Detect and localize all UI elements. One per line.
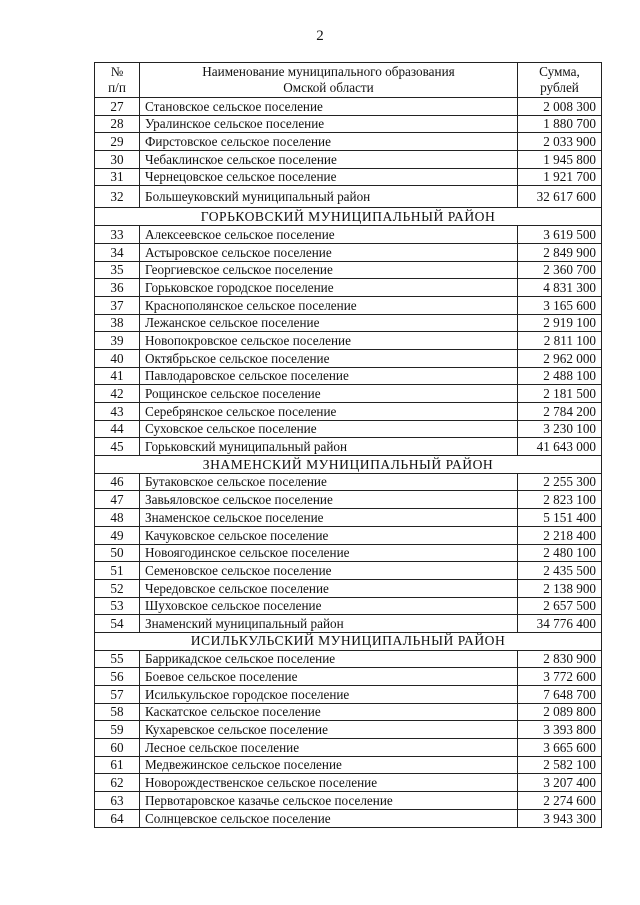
table-row — [95, 739, 602, 757]
row-name: Бутаковское сельское поселение — [140, 473, 518, 491]
row-sum: 3 207 400 — [518, 774, 602, 792]
table-row — [95, 420, 602, 438]
header-sum-line1: Сумма, — [539, 64, 580, 80]
row-name: Медвежинское сельское поселение — [140, 756, 518, 774]
row-sum: 2 274 600 — [518, 792, 602, 810]
table-row — [95, 809, 602, 827]
table-row — [95, 703, 602, 721]
row-sum: 2 582 100 — [518, 756, 602, 774]
row-number: 64 — [95, 809, 140, 827]
row-number: 40 — [95, 349, 140, 367]
section-title: ИСИЛЬКУЛЬСКИЙ МУНИЦИПАЛЬНЫЙ РАЙОН — [95, 632, 602, 650]
row-name: Солнцевское сельское поселение — [140, 809, 518, 827]
row-sum: 1 945 800 — [518, 151, 602, 169]
row-sum: 2 849 900 — [518, 243, 602, 261]
row-name: Алексеевское сельское поселение — [140, 226, 518, 244]
row-number: 46 — [95, 473, 140, 491]
row-number: 41 — [95, 367, 140, 385]
row-number: 36 — [95, 279, 140, 297]
table-row — [95, 168, 602, 186]
row-name: Краснополянское сельское поселение — [140, 296, 518, 314]
row-name: Новорождественское сельское поселение — [140, 774, 518, 792]
row-number: 56 — [95, 668, 140, 686]
row-sum: 3 665 600 — [518, 739, 602, 757]
row-sum: 3 230 100 — [518, 420, 602, 438]
row-number: 30 — [95, 151, 140, 169]
row-sum: 3 165 600 — [518, 296, 602, 314]
row-sum: 2 360 700 — [518, 261, 602, 279]
row-number: 59 — [95, 721, 140, 739]
row-sum: 7 648 700 — [518, 686, 602, 704]
table-row — [95, 756, 602, 774]
row-sum: 3 393 800 — [518, 721, 602, 739]
row-number: 63 — [95, 792, 140, 810]
row-name: Чередовское сельское поселение — [140, 579, 518, 597]
table-row — [95, 115, 602, 133]
row-name: Горьковское городское поселение — [140, 279, 518, 297]
row-sum: 2 255 300 — [518, 473, 602, 491]
row-number: 37 — [95, 296, 140, 314]
row-name: Лежанское сельское поселение — [140, 314, 518, 332]
table-row — [95, 332, 602, 350]
row-name: Новоягодинское сельское поселение — [140, 544, 518, 562]
table-row — [95, 186, 602, 208]
row-sum: 5 151 400 — [518, 509, 602, 527]
row-sum: 2 435 500 — [518, 562, 602, 580]
row-sum: 2 919 100 — [518, 314, 602, 332]
row-number: 58 — [95, 703, 140, 721]
row-name: Каскатское сельское поселение — [140, 703, 518, 721]
header-number-line1: № — [110, 64, 124, 80]
table-row — [95, 491, 602, 509]
row-sum: 41 643 000 — [518, 438, 602, 456]
row-number: 50 — [95, 544, 140, 562]
table-row — [95, 133, 602, 151]
row-sum: 2 830 900 — [518, 650, 602, 668]
table-row — [95, 438, 602, 456]
row-number: 31 — [95, 168, 140, 186]
table-row — [95, 243, 602, 261]
section-row — [95, 456, 602, 474]
row-sum: 32 617 600 — [518, 186, 602, 208]
row-sum: 2 138 900 — [518, 579, 602, 597]
table-row — [95, 579, 602, 597]
budget-table — [94, 62, 602, 828]
table-row — [95, 403, 602, 421]
row-sum: 2 218 400 — [518, 526, 602, 544]
row-number: 43 — [95, 403, 140, 421]
section-row — [95, 208, 602, 226]
table-row — [95, 544, 602, 562]
row-sum: 2 962 000 — [518, 349, 602, 367]
row-number: 45 — [95, 438, 140, 456]
table-row — [95, 686, 602, 704]
row-number: 54 — [95, 615, 140, 633]
row-name: Знаменское сельское поселение — [140, 509, 518, 527]
row-number: 35 — [95, 261, 140, 279]
row-sum: 2 089 800 — [518, 703, 602, 721]
row-number: 49 — [95, 526, 140, 544]
row-number: 29 — [95, 133, 140, 151]
section-row — [95, 632, 602, 650]
row-number: 47 — [95, 491, 140, 509]
header-name-line1: Наименование муниципального образования — [202, 64, 455, 80]
row-number: 52 — [95, 579, 140, 597]
row-number: 55 — [95, 650, 140, 668]
table-row — [95, 721, 602, 739]
header-name — [140, 63, 518, 98]
row-name: Знаменский муниципальный район — [140, 615, 518, 633]
row-name: Новопокровское сельское поселение — [140, 332, 518, 350]
table-row — [95, 226, 602, 244]
row-sum: 4 831 300 — [518, 279, 602, 297]
row-sum: 3 619 500 — [518, 226, 602, 244]
row-number: 39 — [95, 332, 140, 350]
row-name: Завьяловское сельское поселение — [140, 491, 518, 509]
row-number: 42 — [95, 385, 140, 403]
row-sum: 2 657 500 — [518, 597, 602, 615]
table-row — [95, 668, 602, 686]
row-name: Фирстовское сельское поселение — [140, 133, 518, 151]
page-number: 2 — [316, 28, 324, 44]
row-number: 48 — [95, 509, 140, 527]
row-name: Суховское сельское поселение — [140, 420, 518, 438]
row-name: Исилькульское городское поселение — [140, 686, 518, 704]
row-name: Октябрьское сельское поселение — [140, 349, 518, 367]
row-number: 61 — [95, 756, 140, 774]
row-number: 33 — [95, 226, 140, 244]
table-row — [95, 98, 602, 116]
table-row — [95, 562, 602, 580]
row-sum: 2 181 500 — [518, 385, 602, 403]
header-sum-line2: рублей — [540, 80, 579, 95]
row-sum: 1 880 700 — [518, 115, 602, 133]
row-name: Астыровское сельское поселение — [140, 243, 518, 261]
row-sum: 2 480 100 — [518, 544, 602, 562]
row-number: 32 — [95, 186, 140, 208]
row-name: Серебрянское сельское поселение — [140, 403, 518, 421]
table-row — [95, 151, 602, 169]
row-name: Чернецовское сельское поселение — [140, 168, 518, 186]
header-number — [95, 63, 140, 98]
row-number: 53 — [95, 597, 140, 615]
row-name: Лесное сельское поселение — [140, 739, 518, 757]
row-number: 34 — [95, 243, 140, 261]
row-sum: 2 488 100 — [518, 367, 602, 385]
row-name: Георгиевское сельское поселение — [140, 261, 518, 279]
row-number: 27 — [95, 98, 140, 116]
table-row — [95, 509, 602, 527]
row-number: 57 — [95, 686, 140, 704]
header-sum — [518, 63, 602, 98]
row-number: 44 — [95, 420, 140, 438]
table-row — [95, 526, 602, 544]
table-row — [95, 279, 602, 297]
row-number: 62 — [95, 774, 140, 792]
row-name: Горьковский муниципальный район — [140, 438, 518, 456]
table-row — [95, 615, 602, 633]
table-header — [95, 63, 602, 98]
row-sum: 1 921 700 — [518, 168, 602, 186]
table-row — [95, 367, 602, 385]
row-name: Качуковское сельское поселение — [140, 526, 518, 544]
row-number: 51 — [95, 562, 140, 580]
row-sum: 34 776 400 — [518, 615, 602, 633]
section-title: ЗНАМЕНСКИЙ МУНИЦИПАЛЬНЫЙ РАЙОН — [95, 456, 602, 474]
row-sum: 2 033 900 — [518, 133, 602, 151]
row-name: Становское сельское поселение — [140, 98, 518, 116]
row-number: 38 — [95, 314, 140, 332]
table-row — [95, 385, 602, 403]
row-name: Большеуковский муниципальный район — [140, 186, 518, 208]
row-name: Боевое сельское поселение — [140, 668, 518, 686]
row-sum: 3 772 600 — [518, 668, 602, 686]
header-name-line2: Омской области — [283, 80, 374, 95]
table-row — [95, 261, 602, 279]
table-row — [95, 314, 602, 332]
header-number-line2: п/п — [108, 80, 126, 95]
table-row — [95, 349, 602, 367]
table-row — [95, 296, 602, 314]
row-sum: 2 811 100 — [518, 332, 602, 350]
row-name: Павлодаровское сельское поселение — [140, 367, 518, 385]
row-sum: 3 943 300 — [518, 809, 602, 827]
row-number: 28 — [95, 115, 140, 133]
table-row — [95, 650, 602, 668]
row-number: 60 — [95, 739, 140, 757]
table-body — [95, 98, 602, 828]
table-row — [95, 774, 602, 792]
row-name: Шуховское сельское поселение — [140, 597, 518, 615]
row-sum: 2 823 100 — [518, 491, 602, 509]
row-name: Первотаровское казачье сельское поселение — [140, 792, 518, 810]
row-name: Рощинское сельское поселение — [140, 385, 518, 403]
table-row — [95, 792, 602, 810]
row-name: Семеновское сельское поселение — [140, 562, 518, 580]
row-sum: 2 008 300 — [518, 98, 602, 116]
table-row — [95, 597, 602, 615]
row-name: Кухаревское сельское поселение — [140, 721, 518, 739]
row-name: Уралинское сельское поселение — [140, 115, 518, 133]
section-title: ГОРЬКОВСКИЙ МУНИЦИПАЛЬНЫЙ РАЙОН — [95, 208, 602, 226]
row-name: Баррикадское сельское поселение — [140, 650, 518, 668]
row-sum: 2 784 200 — [518, 403, 602, 421]
row-name: Чебаклинское сельское поселение — [140, 151, 518, 169]
table-row — [95, 473, 602, 491]
